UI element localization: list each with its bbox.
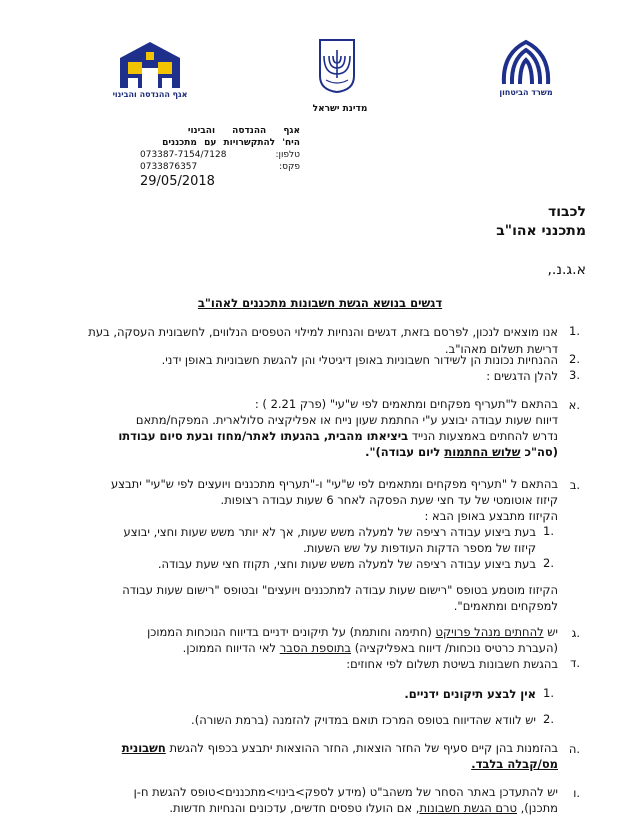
engineering-logo-icon	[112, 38, 188, 92]
section-a-line-4-underlined: שלוש החתמות	[444, 445, 521, 459]
addressee-title: לכבוד	[548, 204, 586, 220]
mod-logo	[494, 38, 558, 98]
intro-item-2-number: 2.	[569, 352, 580, 366]
intro-item-2-text: ההנחיות נכונות הן לשידור חשבוניות באופן דיגיטלי והן להגשת חשבוניות באופן ידני.	[161, 353, 558, 367]
greeting: א.ג.נ.,	[547, 262, 586, 278]
section-b-line-4: הקיזוז מוטמע בטופס "רישום שעות עבודה למתכננים ויועצים" ובטופס "רישום שעות עבודה	[122, 583, 558, 597]
intro-item-3-number: 3.	[569, 368, 580, 382]
section-b-subitem-1-number: 1.	[543, 524, 554, 538]
sender-department: אגף ההנדסה והבינוי	[187, 126, 300, 136]
section-g-line-1-underlined: להחתים מנהל פרויקט	[435, 625, 544, 639]
section-g-letter: ג.	[571, 626, 580, 640]
subject-line: דגשים בנושא הגשת חשבונות מתכננים לאהו"ב	[197, 296, 443, 310]
section-b-letter: ב.	[569, 478, 580, 492]
section-a-letter: א.	[568, 398, 580, 412]
intro-item-1-text: אנו מוצאים לנכון, לפרסם בזאת, דגשים והנחיות למילוי הטפסים הנלווים, לחשבונית העסקה, בעת דרישת תשלום מאהו"ב.	[88, 325, 558, 356]
sender-fax: 0733876357	[140, 162, 198, 172]
section-a-line-4-end: ליום עבודה)".	[365, 445, 445, 459]
section-g-line-1-text: יש	[543, 625, 558, 639]
engineering-logo-label: אגף ההנדסה והבינוי	[112, 90, 188, 99]
sender-phone: 073387-7154/7128	[140, 150, 227, 160]
menorah-emblem-icon	[312, 36, 362, 94]
section-d-letter: ד.	[570, 656, 580, 670]
section-g-line-2-end: לאי הדיווח הממוכן.	[182, 641, 280, 655]
section-d-subitem-1-number: 1.	[543, 686, 554, 700]
section-a-line-3-bold: ביציאתו מהבית, בהגעתו לאתר/מחוז ובעת סיום עבודתו	[118, 429, 409, 443]
addressee-name: מתכנני אהו"ב	[496, 223, 586, 239]
section-a-line-4-text: (סה"כ	[520, 445, 558, 459]
section-v-letter: ו.	[573, 786, 580, 800]
section-b-line-5: למפקחים ומתאמים".	[453, 599, 558, 613]
section-g-line-1-end: (חתימה וחותמת) על תיקונים ידניים בדיווח הנוכחות הממוכן	[147, 625, 436, 639]
section-a-line-2: דיווח שעות עבודה יבוצע ע"י החתמת שעון נייח או אפליקציה סלולארית. המפקח/מתאם	[135, 413, 558, 427]
section-h-line-1-bold: חשבונית	[121, 741, 166, 755]
section-h-line-1	[78, 740, 558, 757]
section-h-line-1-text: בהזמנות בהן קיים סעיף של החזר הוצאות, החזר ההוצאות יתבצע בכפוף להגשת	[165, 741, 558, 755]
section-a-line-3-text: נדרש להחתים באמצעות הנייד	[408, 429, 558, 443]
sender-fax-label: פקס:	[279, 162, 300, 172]
section-d-subitem-1-text: אין לבצע תיקונים ידניים.	[404, 687, 536, 701]
engineering-logo	[112, 38, 188, 98]
section-h-letter: ה.	[568, 742, 580, 756]
intro-item-3-text: להלן הדגשים :	[486, 369, 558, 383]
letter-date: 29/05/2018	[140, 174, 215, 189]
section-v-line-2-underlined: טרם הגשת חשבונות	[419, 801, 517, 815]
section-v-line-2-end: , אם הועלו טפסים חדשים, עדכונים והנחיות חדשות.	[169, 801, 420, 815]
section-b-subitem-2-text: בעת ביצוע עבודה רציפה של למעלה משש שעות וחצי, תקוזז חצי שעת עבודה.	[157, 557, 536, 571]
section-v-line-2	[78, 800, 558, 817]
section-b-subitem-2-number: 2.	[543, 556, 554, 570]
section-b-subitem-1-line-1: בעת ביצוע עבודה רציפה של למעלה משש שעות, אך לא יותר משש שעות וחצי, יבוצע	[123, 525, 536, 539]
section-g-line-2	[78, 640, 558, 657]
mod-logo-label: משרד הביטחון	[499, 88, 553, 97]
state-emblem	[312, 36, 362, 96]
section-a-line-3	[78, 428, 558, 445]
section-g-line-1	[78, 624, 558, 641]
section-g-line-2-text: (העברת כרטיס נוכחות/ דיווח באפליקציה)	[351, 641, 558, 655]
section-v-line-1: יש להתעדכן באתר הסחר של משהב"ט (מידע לספק>בינוי>מתכננים>טופס להגשת ח-ן	[133, 785, 558, 799]
section-v-line-2-text: מתכנן),	[517, 801, 558, 815]
section-d-subitem-2-number: 2.	[543, 712, 554, 726]
section-d-subitem-2-text: יש לוודא שהדיווח בטופס המרכז תואם במדויק להזמנה (ברמת השורה).	[191, 713, 536, 727]
intro-item-1-number: 1.	[569, 324, 580, 338]
section-b-line-1: בהתאם ל "תעריף מפקחים ומתאמים לפי ש"עי" ו-"תעריף מתכננים ויועצים לפי ש"עי" יתבצע	[110, 477, 558, 491]
section-h-line-2: מס/קבלה בלבד.	[471, 757, 558, 771]
ministry-of-defense-logo-icon	[494, 38, 558, 88]
sender-phone-label: טלפון:	[275, 150, 300, 160]
section-g-line-2-underlined: בתוספת הסבר	[279, 641, 352, 655]
section-d-line-1: בהגשת חשבונות בשיטת תשלום לפי אחוזים:	[346, 657, 558, 671]
section-b-line-3: הקיזוז מתבצע באופן הבא :	[424, 509, 558, 523]
section-b-subitem-1-line-2: קיזוז של מספר הדקות העודפות על שש השעות.	[303, 541, 536, 555]
state-of-israel-label: מדינת ישראל	[312, 104, 368, 114]
sender-unit: היח' להתקשרויות עם מתכננים	[162, 138, 300, 148]
section-a-line-1: בהתאם ל"תעריף מפקחים ומתאמים לפי ש"עי" (פרק 2.21 ) :	[254, 397, 558, 411]
section-a-line-4	[78, 444, 558, 461]
section-b-line-2: קיזוז אוטומטי של עד חצי שעת הפסקה לאחר 6 שעות עבודה רצופות.	[220, 493, 558, 507]
